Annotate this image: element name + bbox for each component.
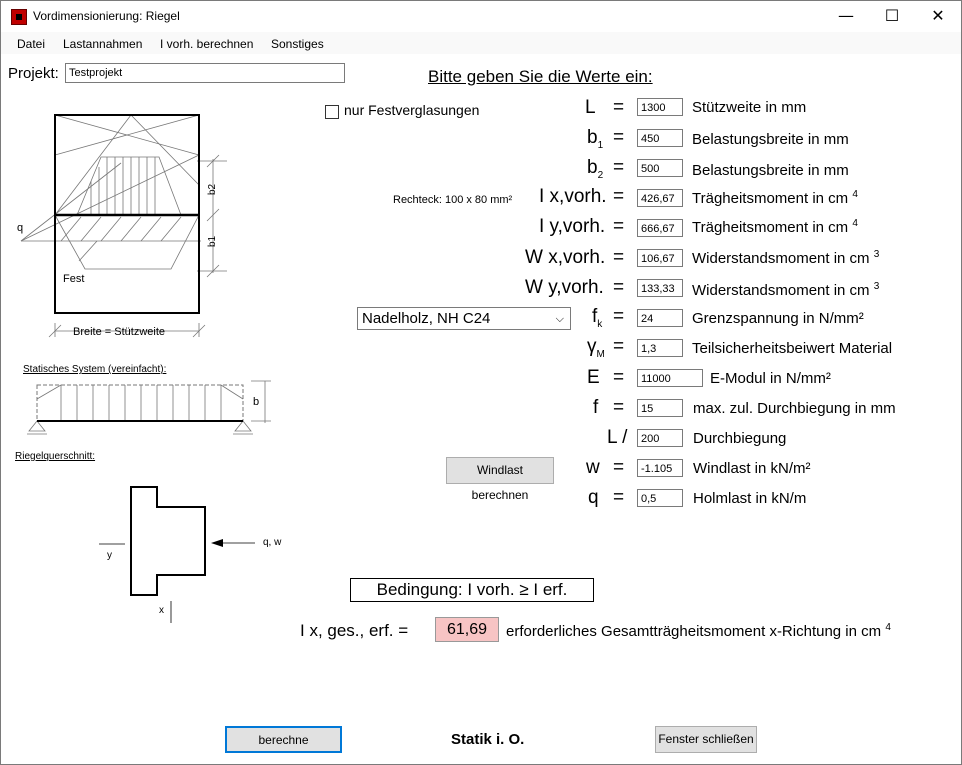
desc-Ldiv: Durchbiegung <box>693 430 787 447</box>
desc-b2: Belastungsbreite in mm <box>692 162 849 179</box>
input-ix[interactable]: 426,67 <box>637 189 683 207</box>
eq-E: = <box>613 367 625 388</box>
drawing-q-label: q <box>17 222 24 234</box>
windlast-button[interactable]: Windlast berechnen <box>446 457 554 484</box>
section-title: Riegelquerschnitt: <box>15 451 96 462</box>
maximize-button[interactable]: ☐ <box>884 6 900 25</box>
sym-iy: I y,vorh. <box>539 216 606 237</box>
sym-f: f <box>593 397 599 418</box>
app-icon <box>11 9 27 25</box>
sym-Ldiv: L / <box>607 427 628 448</box>
input-iy[interactable]: 666,67 <box>637 219 683 237</box>
desc-L: Stützweite in mm <box>692 99 807 116</box>
drawing-b2-label: b2 <box>207 183 218 195</box>
desc-q: Holmlast in kN/m <box>693 490 807 507</box>
eq-f: = <box>613 397 625 418</box>
eq-gm: = <box>613 336 625 357</box>
material-select[interactable]: Nadelholz, NH C24 ⌵ <box>357 307 571 330</box>
eq-iy: = <box>613 216 625 237</box>
input-w[interactable]: -1.105 <box>637 459 683 477</box>
sym-gm: $\gamma_M$ <box>587 336 605 360</box>
input-b1[interactable]: 450 <box>637 129 683 147</box>
sym-q: q <box>588 487 599 508</box>
desc-ix: Trägheitsmoment in cm $^4$ <box>692 189 858 207</box>
sym-ix: I x,vorh. <box>539 186 607 207</box>
input-gm[interactable]: 1,3 <box>637 339 683 357</box>
drawing-b1-label: b1 <box>207 235 218 247</box>
minimize-button[interactable]: — <box>838 6 854 25</box>
eq-wy: = <box>613 277 625 298</box>
beam-drawing <box>1 101 301 631</box>
festverglasung-checkbox[interactable] <box>325 105 339 119</box>
input-b2[interactable]: 500 <box>637 159 683 177</box>
desc-w: Windlast in kN/m² <box>693 460 811 477</box>
menu-sonstiges[interactable]: Sonstiges <box>271 37 324 51</box>
desc-gm: Teilsicherheitsbeiwert Material <box>692 340 893 357</box>
sym-wy: W y,vorh. <box>525 277 604 298</box>
desc-wx: Widerstandsmoment in cm $^3$ <box>692 249 880 267</box>
eq-L: = <box>613 97 625 118</box>
sym-b1: $b_1$ <box>587 127 604 151</box>
title-bar <box>1 1 961 32</box>
sym-E: E <box>587 367 600 388</box>
desc-f: max. zul. Durchbiegung in mm <box>693 400 896 417</box>
status-text: Statik i. O. <box>451 731 525 748</box>
drawing-width-label: Breite = Stützweite <box>73 326 166 338</box>
project-input[interactable]: Testprojekt <box>65 63 345 83</box>
menu-lastannahmen[interactable]: Lastannahmen <box>63 37 143 51</box>
condition-box: Bedingung: I vorh. ≥ I erf. <box>350 578 594 602</box>
festverglasung-label: nur Festverglasungen <box>344 102 480 118</box>
eq-ix: = <box>613 186 625 207</box>
menu-datei[interactable]: Datei <box>17 37 46 51</box>
input-fk[interactable]: 24 <box>637 309 683 327</box>
input-heading: Bitte geben Sie die Werte ein: <box>428 67 653 86</box>
result-value: 61,69 <box>435 617 499 642</box>
sym-L: L <box>585 97 596 118</box>
section-qw-label: q, w <box>263 537 282 548</box>
input-q[interactable]: 0,5 <box>637 489 683 507</box>
window-title: Vordimensionierung: Riegel <box>33 9 180 23</box>
result-desc: erforderliches Gesamtträgheitsmoment x-Richtung in cm $^4$ <box>506 622 891 640</box>
result-label: I x, ges., erf. = <box>300 621 409 640</box>
eq-wx: = <box>613 247 625 268</box>
eq-b1: = <box>613 127 625 148</box>
desc-iy: Trägheitsmoment in cm $^4$ <box>692 218 858 236</box>
input-Ldiv[interactable]: 200 <box>637 429 683 447</box>
chevron-down-icon: ⌵ <box>555 313 564 325</box>
input-E[interactable]: 11000 <box>637 369 703 387</box>
input-wy[interactable]: 133,33 <box>637 279 683 297</box>
input-f[interactable]: 15 <box>637 399 683 417</box>
input-L[interactable]: 1300 <box>637 98 683 116</box>
system-title: Statisches System (vereinfacht): <box>23 364 167 375</box>
eq-w: = <box>613 457 625 478</box>
desc-b1: Belastungsbreite in mm <box>692 131 849 148</box>
desc-E: E-Modul in N/mm² <box>710 370 831 387</box>
eq-q: = <box>613 487 625 508</box>
sym-w: w <box>586 457 600 478</box>
menu-bar <box>1 32 961 54</box>
section-x-label: x <box>159 605 164 616</box>
section-y-label: y <box>107 550 112 561</box>
close-button[interactable]: ✕ <box>931 6 945 25</box>
sym-wx: W x,vorh. <box>525 247 606 268</box>
desc-wy: Widerstandsmoment in cm $^3$ <box>692 281 880 299</box>
project-label: Projekt: <box>8 65 59 82</box>
rectangle-note: Rechteck: 100 x 80 mm² <box>393 194 513 206</box>
sym-fk: $f_k$ <box>592 306 603 330</box>
drawing-fest-label: Fest <box>63 273 85 285</box>
desc-fk: Grenzspannung in N/mm² <box>692 310 864 327</box>
input-wx[interactable]: 106,67 <box>637 249 683 267</box>
calculate-button[interactable]: berechne <box>225 726 342 753</box>
eq-fk: = <box>613 306 625 327</box>
system-b-label: b <box>253 396 260 408</box>
eq-b2: = <box>613 157 625 178</box>
menu-i-vorh-berechnen[interactable]: I vorh. berechnen <box>160 37 254 51</box>
close-window-button[interactable]: Fenster schließen <box>655 726 757 753</box>
sym-b2: $b_2$ <box>587 157 604 181</box>
